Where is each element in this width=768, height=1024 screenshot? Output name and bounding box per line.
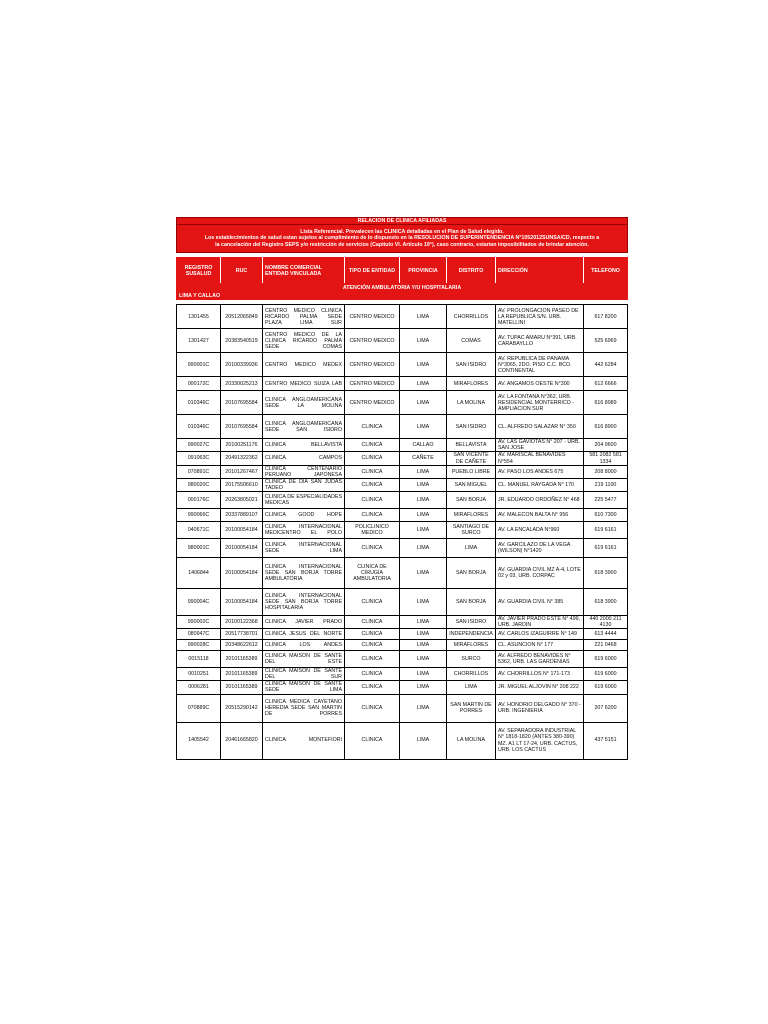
cell-nombre: CLINICA CENTENARIO PERUANO JAPONESA xyxy=(263,465,345,478)
cell-tipo: CENTRO MEDICO xyxy=(345,353,400,377)
cell-telefono: 619 6161 xyxy=(584,521,628,538)
cell-provincia: LIMA xyxy=(400,538,447,557)
cell-registro: 990002C xyxy=(177,615,221,628)
header-provincia: PROVINCIA xyxy=(400,258,447,284)
cell-distrito: SAN BORJA xyxy=(447,491,496,508)
cell-nombre: CLINICA DE DIA SAN JUDAS TADEO xyxy=(263,478,345,491)
cell-tipo: CENTRO MEDICO xyxy=(345,377,400,391)
cell-ruc: 20100251176 xyxy=(221,439,263,452)
document-page xyxy=(176,217,627,760)
cell-direccion: AV. LA ENCALADA N°960 xyxy=(496,521,584,538)
cell-registro: 091063C xyxy=(177,452,221,465)
cell-provincia: LIMA xyxy=(400,557,447,588)
table-row xyxy=(177,508,628,521)
cell-telefono: 225 5477 xyxy=(584,491,628,508)
cell-telefono: 219 1100 xyxy=(584,478,628,491)
cell-distrito: SAN MARTIN DE PORRES xyxy=(447,694,496,722)
cell-telefono: 440 2000 211 4130 xyxy=(584,615,628,628)
cell-direccion: AV. CARLOS IZAGUIRRE N° 149 xyxy=(496,629,584,640)
cell-provincia: LIMA xyxy=(400,305,447,329)
clinic-table xyxy=(176,217,628,760)
table-row xyxy=(177,694,628,722)
region-label: LIMA Y CALLAO xyxy=(177,292,628,300)
cell-telefono: 617 8200 xyxy=(584,305,628,329)
cell-distrito: COMAS xyxy=(447,329,496,353)
notice-line-2: Los establecimientos de salud estan sujetos al cumplimiento de lo dispuesto en la RESOLUCION DE SUPERINTENDENCIA N°1052012SUNSA/CD, respecto a xyxy=(204,235,600,242)
cell-tipo: CENTRO MEDICO xyxy=(345,329,400,353)
cell-tipo: CLINICA xyxy=(345,465,400,478)
cell-ruc: 20348622612 xyxy=(221,640,263,651)
cell-ruc: 20101165389 xyxy=(221,681,263,694)
cell-registro: 0006281 xyxy=(177,681,221,694)
cell-direccion: AV. GUARDIA CIVIL MZ A-4, LOTE 02 y 03, URB. CORPAC xyxy=(496,557,584,588)
cell-distrito: CHORRILLOS xyxy=(447,668,496,681)
cell-direccion: AV. TUPAC AMARU N°391, URB. CARABAYLLO xyxy=(496,329,584,353)
cell-distrito: SAN BORJA xyxy=(447,588,496,615)
cell-telefono: 616 8989 xyxy=(584,391,628,415)
table-row xyxy=(177,521,628,538)
cell-direccion: AV. LAS GAVIOTAS N° 207 - URB. SAN JOSE xyxy=(496,439,584,452)
table-row xyxy=(177,557,628,588)
cell-telefono: 437 5151 xyxy=(584,722,628,759)
cell-telefono: 208 8000 xyxy=(584,465,628,478)
cell-distrito: SAN ISIDRO xyxy=(447,615,496,628)
cell-provincia: LIMA xyxy=(400,491,447,508)
cell-provincia: LIMA xyxy=(400,651,447,668)
cell-provincia: LIMA xyxy=(400,681,447,694)
cell-telefono: 616 8900 xyxy=(584,415,628,439)
cell-ruc: 20461665820 xyxy=(221,722,263,759)
cell-provincia: LIMA xyxy=(400,465,447,478)
cell-ruc: 20512065849 xyxy=(221,305,263,329)
cell-ruc: 20101267467 xyxy=(221,465,263,478)
cell-nombre: CLINICA MONTEFIORI xyxy=(263,722,345,759)
cell-ruc: 20100054184 xyxy=(221,538,263,557)
table-row xyxy=(177,491,628,508)
cell-provincia: LIMA xyxy=(400,478,447,491)
cell-distrito: SAN BORJA xyxy=(447,557,496,588)
cell-nombre: CENTRO MEDICO CLINICA RICARDO PALMA SEDE PLAZA LIMA SUR xyxy=(263,305,345,329)
cell-tipo: CENTRO MEDICO xyxy=(345,391,400,415)
cell-nombre: CLINICA INTERNACIONAL SEDE SAN BORJA TORRE AMBULATORIA xyxy=(263,557,345,588)
cell-registro: 980020C xyxy=(177,478,221,491)
cell-telefono: 442 6284 xyxy=(584,353,628,377)
cell-provincia: LIMA xyxy=(400,588,447,615)
cell-direccion: AV. ALFREDO BENAVIDES N° 5362, URB. LAS GARDENIAS xyxy=(496,651,584,668)
table-row xyxy=(177,681,628,694)
cell-nombre: CLINICA BELLAVISTA xyxy=(263,439,345,452)
cell-distrito: LA MOLINA xyxy=(447,722,496,759)
cell-distrito: LA MOLINA xyxy=(447,391,496,415)
cell-tipo: CLINICA xyxy=(345,478,400,491)
cell-telefono: 619 6161 xyxy=(584,538,628,557)
cell-nombre: CLINICA ANGLOAMERICANA SEDE LA MOLINA xyxy=(263,391,345,415)
cell-telefono: 618 3900 xyxy=(584,588,628,615)
cell-distrito: MIRAFLORES xyxy=(447,640,496,651)
cell-nombre: CLINICA JAVIER PRADO xyxy=(263,615,345,628)
cell-registro: 000176C xyxy=(177,491,221,508)
cell-ruc: 20330025213 xyxy=(221,377,263,391)
header-telefono: TELEFONO xyxy=(584,258,628,284)
cell-tipo: CLINICA xyxy=(345,651,400,668)
document-title: RELACION DE CLINICA AFILIADAS xyxy=(177,218,628,225)
cell-tipo: CENTRO MEDICO xyxy=(345,305,400,329)
cell-provincia: LIMA xyxy=(400,508,447,521)
cell-telefono: 204 9600 xyxy=(584,439,628,452)
cell-registro: 1301427 xyxy=(177,329,221,353)
cell-registro: 990004C xyxy=(177,588,221,615)
table-row xyxy=(177,465,628,478)
cell-registro: 0010251 xyxy=(177,668,221,681)
cell-nombre: CLINICA ANGLOAMERICANA SEDE SAN ISIDRO xyxy=(263,415,345,439)
table-row xyxy=(177,588,628,615)
table-row xyxy=(177,640,628,651)
cell-provincia: LIMA xyxy=(400,668,447,681)
cell-direccion: AV. SEPARADORA INDUSTRIAL N° 1818-1820 (ANTES 380-390) MZ. A1 LT 17-24, URB. CACTUS, URB. LOS CACTUS xyxy=(496,722,584,759)
cell-tipo: CLINICA xyxy=(345,640,400,651)
cell-ruc: 20515290142 xyxy=(221,694,263,722)
cell-tipo: CLINICA xyxy=(345,508,400,521)
cell-telefono: 525 6969 xyxy=(584,329,628,353)
header-registro: REGISTRO SUSALUD xyxy=(177,258,221,284)
cell-nombre: CLINICA CAMPOS xyxy=(263,452,345,465)
cell-distrito: SAN ISIDRO xyxy=(447,415,496,439)
table-row xyxy=(177,722,628,759)
cell-tipo: CLINICA xyxy=(345,439,400,452)
table-row xyxy=(177,668,628,681)
cell-ruc: 20491322362 xyxy=(221,452,263,465)
cell-ruc: 20107695584 xyxy=(221,415,263,439)
cell-tipo: CLINICA xyxy=(345,538,400,557)
cell-ruc: 20263805021 xyxy=(221,491,263,508)
cell-registro: 1301455 xyxy=(177,305,221,329)
cell-ruc: 20101165389 xyxy=(221,651,263,668)
cell-tipo: CLINICA xyxy=(345,722,400,759)
cell-direccion: JR. MIGUEL ALJOVIN N° 208 222 xyxy=(496,681,584,694)
table-row xyxy=(177,478,628,491)
cell-direccion: AV. MARISCAL BENAVIDES N°554 xyxy=(496,452,584,465)
cell-provincia: LIMA xyxy=(400,521,447,538)
cell-ruc: 20100122368 xyxy=(221,615,263,628)
cell-telefono: 207 6200 xyxy=(584,694,628,722)
cell-nombre: CLINICA INTERNACIONAL SEDE SAN BORJA TORRE HOSPITALARIA xyxy=(263,588,345,615)
cell-nombre: CLINICA GOOD HOPE xyxy=(263,508,345,521)
table-row xyxy=(177,452,628,465)
cell-provincia: CAÑETE xyxy=(400,452,447,465)
cell-telefono: 221 0468 xyxy=(584,640,628,651)
cell-direccion: JR. EDUARDO ORDOÑEZ N° 468 xyxy=(496,491,584,508)
cell-ruc: 20517738701 xyxy=(221,629,263,640)
cell-tipo: CLINICA xyxy=(345,415,400,439)
cell-distrito: SAN VICENTE DE CAÑETE xyxy=(447,452,496,465)
cell-telefono: 619 6000 xyxy=(584,681,628,694)
cell-provincia: LIMA xyxy=(400,391,447,415)
cell-direccion: AV. GARCILAZO DE LA VEGA (WILSON) N°1420 xyxy=(496,538,584,557)
cell-tipo: CLINICA xyxy=(345,588,400,615)
cell-ruc: 20337889107 xyxy=(221,508,263,521)
cell-direccion: CL. MANUEL RAYGADA N° 170 xyxy=(496,478,584,491)
cell-direccion: AV. MALECON BALTA N° 956 xyxy=(496,508,584,521)
table-row xyxy=(177,651,628,668)
cell-nombre: CLINICA INTERNACIONAL SEDE LIMA xyxy=(263,538,345,557)
cell-provincia: LIMA xyxy=(400,353,447,377)
cell-direccion: AV. JAVIER PRADO ESTE N° 499, URB. JARDIN xyxy=(496,615,584,628)
cell-telefono: 619 6000 xyxy=(584,651,628,668)
cell-direccion: AV. LA FONTANA N°362, URB. RESIDENCIAL MONTERRICO - AMPLIACION SUR xyxy=(496,391,584,415)
cell-ruc: 20107695584 xyxy=(221,391,263,415)
cell-ruc: 20100054184 xyxy=(221,588,263,615)
cell-direccion: CL. ALFREDO SALAZAR N° 350 xyxy=(496,415,584,439)
cell-distrito: LIMA xyxy=(447,538,496,557)
cell-registro: 980001C xyxy=(177,538,221,557)
clinic-rows xyxy=(177,305,628,759)
cell-telefono: 610 7300 xyxy=(584,508,628,521)
cell-ruc: 20100339936 xyxy=(221,353,263,377)
cell-direccion: AV. GUARDIA CIVIL N° 385 xyxy=(496,588,584,615)
cell-registro: 990027C xyxy=(177,439,221,452)
cell-direccion: AV. PROLONGACION PASEO DE LA REPUBLICA S/N. URB. MATELLINI xyxy=(496,305,584,329)
cell-provincia: LIMA xyxy=(400,329,447,353)
cell-registro: 010346C xyxy=(177,415,221,439)
cell-distrito: MIRAFLORES xyxy=(447,508,496,521)
cell-distrito: BELLAVISTA xyxy=(447,439,496,452)
cell-provincia: CALLAO xyxy=(400,439,447,452)
cell-direccion: AV. ANGAMOS OESTE N°300 xyxy=(496,377,584,391)
table-row xyxy=(177,353,628,377)
header-nombre: NOMBRE COMERCIAL ENTIDAD VINCULADA xyxy=(263,258,345,284)
cell-telefono: 612 6666 xyxy=(584,377,628,391)
cell-registro: 070891C xyxy=(177,465,221,478)
cell-ruc: 20101165389 xyxy=(221,668,263,681)
cell-provincia: LIMA xyxy=(400,615,447,628)
cell-nombre: CENTRO MEDICO MEDEX xyxy=(263,353,345,377)
header-direccion: DIRECCIÓN xyxy=(496,258,584,284)
cell-direccion: AV. HONORIO DELGADO N° 370 - URB. INGENIERIA xyxy=(496,694,584,722)
cell-ruc: 20100054184 xyxy=(221,557,263,588)
table-row xyxy=(177,538,628,557)
cell-telefono: 619 6000 xyxy=(584,668,628,681)
cell-distrito: CHORRILLOS xyxy=(447,305,496,329)
cell-registro: 010346C xyxy=(177,391,221,415)
cell-registro: 990066C xyxy=(177,508,221,521)
notice-box xyxy=(177,225,628,253)
section-title: ATENCIÓN AMBULATORIA Y/U HOSPITALARIA xyxy=(177,284,628,292)
notice-line-3: la cancelación del Registro SEPS y/o restricción de servicios (Capitulo VI. Articulo 19°), caso contrario, estarían imposibilitados de brindar atención. xyxy=(215,241,589,248)
cell-distrito: LIMA xyxy=(447,681,496,694)
cell-distrito: INDEPENDENCIA xyxy=(447,629,496,640)
cell-provincia: LIMA xyxy=(400,640,447,651)
notice-line-1: Lista Referencial. Prevalecen las CLINICA detalladas en el Plan de Salud elegido. xyxy=(300,229,504,235)
cell-registro: 990028C xyxy=(177,640,221,651)
cell-nombre: CLINICA MAISON DE SANTE SEDE LIMA xyxy=(263,681,345,694)
cell-registro: 040671C xyxy=(177,521,221,538)
cell-tipo: CLINICA xyxy=(345,694,400,722)
header-tipo: TIPO DE ENTIDAD xyxy=(345,258,400,284)
table-row xyxy=(177,439,628,452)
cell-nombre: CLINICA MAISON DE SANTE DEL ESTE xyxy=(263,651,345,668)
cell-nombre: CLINICA DE ESPECIALIDADES MEDICAS xyxy=(263,491,345,508)
table-row xyxy=(177,391,628,415)
table-row xyxy=(177,615,628,628)
cell-ruc: 20383540519 xyxy=(221,329,263,353)
table-row xyxy=(177,415,628,439)
cell-nombre: CLINICA JESUS DEL NORTE xyxy=(263,629,345,640)
cell-direccion: AV. CHORRILLOS N° 171-173 xyxy=(496,668,584,681)
cell-tipo: POLICLINICO MEDICO xyxy=(345,521,400,538)
cell-registro: 000172C xyxy=(177,377,221,391)
cell-telefono: 613 4444 xyxy=(584,629,628,640)
cell-provincia: LIMA xyxy=(400,415,447,439)
table-row xyxy=(177,305,628,329)
cell-direccion: AV. PASO LOS ANDES 675 xyxy=(496,465,584,478)
cell-provincia: LIMA xyxy=(400,629,447,640)
cell-distrito: SAN MIGUEL xyxy=(447,478,496,491)
cell-nombre: CLINICA INTERNACIONAL MEDICENTRO EL POLO xyxy=(263,521,345,538)
cell-registro: 080947C xyxy=(177,629,221,640)
cell-telefono: 618 3900 xyxy=(584,557,628,588)
cell-registro: 990001C xyxy=(177,353,221,377)
cell-tipo: CLINICA xyxy=(345,668,400,681)
cell-provincia: LIMA xyxy=(400,377,447,391)
header-ruc: RUC xyxy=(221,258,263,284)
cell-registro: 070889C xyxy=(177,694,221,722)
cell-provincia: LIMA xyxy=(400,722,447,759)
cell-direccion: CL. ASUNCION N° 177 xyxy=(496,640,584,651)
cell-registro: 1405542 xyxy=(177,722,221,759)
cell-ruc: 20100054184 xyxy=(221,521,263,538)
table-row xyxy=(177,377,628,391)
table-row xyxy=(177,329,628,353)
cell-tipo: CLINICA DE CIRUGIA AMBULATORIA xyxy=(345,557,400,588)
cell-direccion: AV. REPUBLICA DE PANAMA N°3065, 2DO. PISO C.C. BCO. CONTINENTAL xyxy=(496,353,584,377)
cell-tipo: CLINICA xyxy=(345,615,400,628)
cell-nombre: CLINICA LOS ANDES xyxy=(263,640,345,651)
cell-provincia: LIMA xyxy=(400,694,447,722)
cell-nombre: CLINICA MEDICA CAYETANO HEREDIA SEDE SAN MARTIN DE PORRES xyxy=(263,694,345,722)
table-row xyxy=(177,629,628,640)
cell-ruc: 20175506610 xyxy=(221,478,263,491)
cell-nombre: CENTRO MEDICO SUIZA LAB xyxy=(263,377,345,391)
cell-tipo: CLINICA xyxy=(345,452,400,465)
cell-distrito: SAN ISIDRO xyxy=(447,353,496,377)
cell-distrito: SANTIAGO DE SURCO xyxy=(447,521,496,538)
cell-distrito: PUEBLO LIBRE xyxy=(447,465,496,478)
cell-tipo: CLINICA xyxy=(345,681,400,694)
cell-distrito: MIRAFLORES xyxy=(447,377,496,391)
header-distrito: DISTRITO xyxy=(447,258,496,284)
cell-registro: 0015118 xyxy=(177,651,221,668)
cell-tipo: CLINICA xyxy=(345,491,400,508)
column-header-row xyxy=(177,258,628,284)
cell-nombre: CENTRO MEDICO DE LA CLINICA RICARDO PALMA SEDE COMAS xyxy=(263,329,345,353)
cell-distrito: SURCO xyxy=(447,651,496,668)
cell-tipo: CLINICA xyxy=(345,629,400,640)
cell-nombre: CLINICA MAISON DE SANTE DEL SUR xyxy=(263,668,345,681)
cell-telefono: 581 2082 581 1334 xyxy=(584,452,628,465)
cell-registro: 1406844 xyxy=(177,557,221,588)
